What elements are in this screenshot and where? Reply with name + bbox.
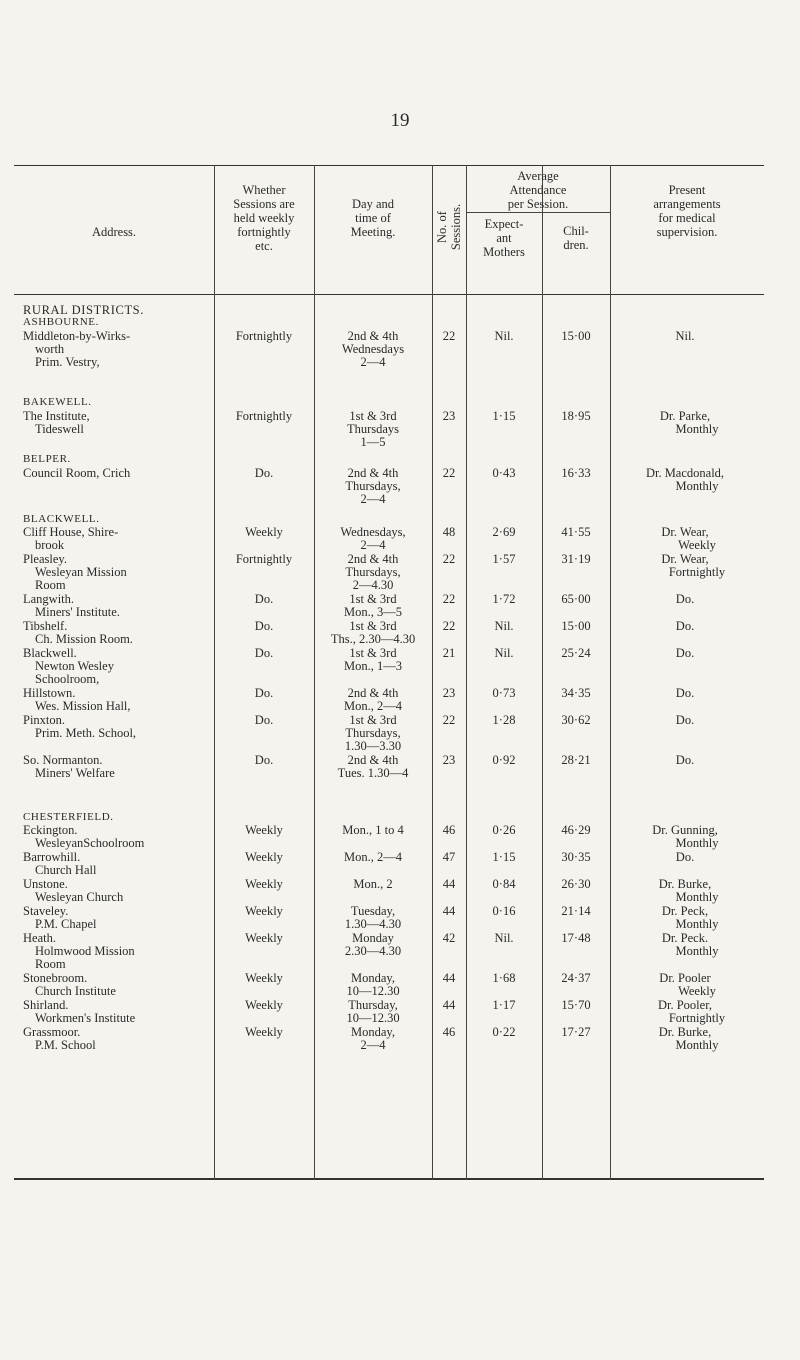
day-line: 2—4 [360,1038,386,1052]
supervision-line: Monthly [675,836,719,850]
children-attendance: 31·19 [561,552,591,566]
address-line: Wes. Mission Hall, [35,699,131,713]
day-line: 1st & 3rd [349,592,397,606]
address-line: Miners' Welfare [35,766,115,780]
address-cell [23,526,223,552]
supervision-line: Monthly [675,422,719,436]
children-attendance: 15·70 [561,998,591,1012]
expectant-mothers-attendance: 0·84 [492,877,516,891]
header-day-time: Day and time of Meeting. [350,197,396,239]
address-cell [23,620,223,646]
sessions-frequency: Fortnightly [235,329,293,343]
section-title: RURAL DISTRICTS. [23,303,144,317]
address-line: Wesleyan Church [35,890,124,904]
sessions-frequency: Fortnightly [235,409,293,423]
supervision-line: Dr. Macdonald, [645,466,725,480]
address-line: Langwith. [23,592,75,606]
meeting-day-time [314,467,432,506]
number-of-sessions: 42 [442,931,456,945]
children-attendance: 26·30 [561,877,591,891]
number-of-sessions: 22 [442,329,456,343]
meeting-day-time [314,553,432,592]
number-of-sessions: 21 [442,646,456,660]
sessions-frequency: Weekly [245,971,283,985]
supervision-line: Dr. Burke, [658,1025,712,1039]
day-line: Thursdays, [345,565,401,579]
supervision-line: Monthly [675,890,719,904]
day-line: Wednesdays, [340,525,406,539]
sessions-frequency: Do. [254,646,274,660]
header-children: Chil- dren. [563,224,589,252]
address-line: worth [35,342,65,356]
number-of-sessions: 44 [442,877,456,891]
address-line: Workmen's Institute [35,1011,136,1025]
address-line: Grassmoor. [23,1025,81,1039]
meeting-day-time [314,410,432,449]
sessions-frequency: Fortnightly [235,552,293,566]
children-attendance: 30·35 [561,850,591,864]
number-of-sessions: 47 [442,850,456,864]
header-address: Address. [91,225,137,239]
address-cell [23,972,223,998]
address-line: Holmwood Mission [35,944,135,958]
expectant-mothers-attendance: 0·92 [492,753,516,767]
address-line: Pleasley. [23,552,67,566]
expectant-mothers-attendance: 2·69 [492,525,516,539]
medical-supervision [610,932,760,958]
number-of-sessions: 44 [442,904,456,918]
medical-supervision [610,754,760,767]
supervision-line: Do. [675,619,695,633]
day-line: Mon., 2—4 [344,850,402,864]
supervision-line: Monthly [675,917,719,931]
address-line: Newton Wesley [35,659,114,673]
address-line: brook [35,538,65,552]
expectant-mothers-attendance: 1·57 [492,552,516,566]
children-attendance: 65·00 [561,592,591,606]
address-cell [23,647,223,686]
day-line: Thursdays, [345,479,401,493]
table-top-rule [14,165,764,166]
supervision-line: Monthly [675,479,719,493]
supervision-line: Do. [675,713,695,727]
address-line: P.M. School [35,1038,96,1052]
meeting-day-time [314,1026,432,1052]
day-line: Mon., 1 to 4 [342,823,404,837]
sessions-frequency: Weekly [245,998,283,1012]
expectant-mothers-attendance: Nil. [494,646,514,660]
sessions-frequency: Do. [254,686,274,700]
header-sessions: Whether Sessions are held weekly fortnightly etc. [233,183,295,253]
supervision-line: Nil. [675,329,695,343]
medical-supervision [610,410,760,436]
supervision-line: Dr. Gunning, [652,823,718,837]
address-cell [23,467,223,480]
address-line: Church Institute [35,984,116,998]
address-cell [23,851,223,877]
medical-supervision [610,687,760,700]
supervision-line: Monthly [675,944,719,958]
address-line: WesleyanSchoolroom [35,836,145,850]
medical-supervision [610,972,760,998]
meeting-day-time [314,932,432,958]
address-line: Staveley. [23,904,69,918]
address-cell [23,932,223,971]
expectant-mothers-attendance: 0·26 [492,823,516,837]
header-expectant-mothers: Expect- ant Mothers [483,217,525,259]
day-line: Thursday, [348,998,398,1012]
address-line: Eckington. [23,823,78,837]
supervision-line: Weekly [678,538,716,552]
medical-supervision [610,553,760,579]
meeting-day-time [314,999,432,1025]
header-present-arrangements: Present arrangements for medical supervision. [653,183,721,239]
children-attendance: 28·21 [561,753,591,767]
expectant-mothers-attendance: 1·17 [492,998,516,1012]
address-line: Miners' Institute. [35,605,120,619]
expectant-mothers-attendance: 1·15 [492,850,516,864]
address-line: Shirland. [23,998,69,1012]
day-line: 10—12.30 [346,1011,400,1025]
clinic-table [14,165,764,1180]
number-of-sessions: 48 [442,525,456,539]
supervision-line: Do. [675,850,695,864]
supervision-line: Dr. Wear, [661,525,709,539]
attendance-sub-rule [466,212,610,213]
day-line: 1—5 [360,435,386,449]
children-attendance: 30·62 [561,713,591,727]
supervision-line: Dr. Pooler [659,971,711,985]
meeting-day-time [314,714,432,753]
supervision-line: Monthly [675,1038,719,1052]
number-of-sessions: 46 [442,823,456,837]
children-attendance: 46·29 [561,823,591,837]
day-line: 2nd & 4th [347,466,399,480]
day-line: 2—4 [360,538,386,552]
day-line: Tuesday, [350,904,396,918]
sessions-frequency: Do. [254,713,274,727]
section-title: BLACKWELL. [23,513,100,525]
supervision-line: Do. [675,753,695,767]
expectant-mothers-attendance: 1·15 [492,409,516,423]
address-cell [23,905,223,931]
day-line: Wednesdays [341,342,405,356]
address-cell [23,999,223,1025]
header-bottom-rule [14,294,764,295]
supervision-line: Do. [675,592,695,606]
address-cell [23,593,223,619]
day-line: Mon., 2—4 [344,699,402,713]
address-line: Council Room, Crich [23,466,131,480]
address-line: So. Normanton. [23,753,103,767]
address-cell [23,754,223,780]
address-cell [23,410,223,436]
day-line: 1st & 3rd [349,713,397,727]
meeting-day-time [314,330,432,369]
address-line: Pinxton. [23,713,66,727]
children-attendance: 17·48 [561,931,591,945]
address-line: Unstone. [23,877,68,891]
sessions-frequency: Weekly [245,525,283,539]
children-attendance: 16·33 [561,466,591,480]
children-attendance: 34·35 [561,686,591,700]
address-line: Schoolroom, [35,672,100,686]
address-cell [23,1026,223,1052]
address-line: Cliff House, Shire- [23,525,119,539]
day-line: 2—4.30 [352,578,394,592]
number-of-sessions: 22 [442,552,456,566]
medical-supervision [610,647,760,660]
sessions-frequency: Weekly [245,877,283,891]
expectant-mothers-attendance: Nil. [494,619,514,633]
day-line: 2nd & 4th [347,552,399,566]
day-line: 1.30—3.30 [344,739,402,753]
number-of-sessions: 44 [442,971,456,985]
day-line: Mon., 2 [353,877,393,891]
day-line: 2nd & 4th [347,329,399,343]
address-cell [23,553,223,592]
day-line: 10—12.30 [346,984,400,998]
expectant-mothers-attendance: 1·72 [492,592,516,606]
day-line: Tues. 1.30—4 [337,766,409,780]
meeting-day-time [314,687,432,713]
address-line: Tideswell [35,422,84,436]
expectant-mothers-attendance: 1·28 [492,713,516,727]
sessions-frequency: Weekly [245,1025,283,1039]
number-of-sessions: 22 [442,466,456,480]
meeting-day-time [314,526,432,552]
medical-supervision [610,905,760,931]
number-of-sessions: 22 [442,619,456,633]
day-line: Monday, [351,1025,395,1039]
day-line: Thursdays [346,422,400,436]
address-line: Room [35,957,66,971]
address-cell [23,714,223,740]
supervision-line: Fortnightly [668,565,726,579]
medical-supervision [610,714,760,727]
number-of-sessions: 46 [442,1025,456,1039]
day-line: Monday, [351,971,395,985]
medical-supervision [610,878,760,904]
day-line: Mon., 3—5 [344,605,402,619]
meeting-day-time [314,620,432,646]
supervision-line: Weekly [678,984,716,998]
meeting-day-time [314,972,432,998]
day-line: Monday [352,931,394,945]
address-line: Barrowhill. [23,850,81,864]
sessions-frequency: Weekly [245,931,283,945]
day-line: Mon., 1—3 [344,659,402,673]
table-bottom-rule [14,1178,764,1180]
day-line: Thursdays, [345,726,401,740]
children-attendance: 25·24 [561,646,591,660]
address-line: Prim. Vestry, [35,355,100,369]
supervision-line: Dr. Parke, [659,409,711,423]
section-subtitle: ASHBOURNE. [23,316,99,328]
day-line: 1.30—4.30 [344,917,402,931]
supervision-line: Dr. Peck, [661,904,709,918]
medical-supervision [610,526,760,552]
medical-supervision [610,330,760,343]
expectant-mothers-attendance: Nil. [494,931,514,945]
meeting-day-time [314,851,432,864]
number-of-sessions: 23 [442,409,456,423]
header-no-sessions: No. of Sessions. [435,203,463,251]
day-line: Ths., 2.30—4.30 [330,632,416,646]
address-line: Room [35,578,66,592]
address-cell [23,330,223,369]
header-average-attendance: Average Attendance per Session. [507,169,569,211]
number-of-sessions: 22 [442,592,456,606]
expectant-mothers-attendance: 1·68 [492,971,516,985]
children-attendance: 15·00 [561,329,591,343]
section-title: BAKEWELL. [23,396,92,408]
day-line: 1st & 3rd [349,619,397,633]
sessions-frequency: Do. [254,592,274,606]
address-line: Wesleyan Mission [35,565,127,579]
expectant-mothers-attendance: Nil. [494,329,514,343]
section-title: BELPER. [23,453,71,465]
supervision-line: Dr. Wear, [661,552,709,566]
sessions-frequency: Weekly [245,823,283,837]
address-cell [23,687,223,713]
sessions-frequency: Weekly [245,850,283,864]
children-attendance: 24·37 [561,971,591,985]
address-line: Stonebroom. [23,971,88,985]
medical-supervision [610,824,760,850]
children-attendance: 21·14 [561,904,591,918]
children-attendance: 17·27 [561,1025,591,1039]
address-line: Church Hall [35,863,97,877]
expectant-mothers-attendance: 0·43 [492,466,516,480]
address-line: Blackwell. [23,646,77,660]
supervision-line: Dr. Pooler, [657,998,712,1012]
medical-supervision [610,1026,760,1052]
number-of-sessions: 22 [442,713,456,727]
supervision-line: Do. [675,686,695,700]
medical-supervision [610,467,760,493]
number-of-sessions: 44 [442,998,456,1012]
day-line: 1st & 3rd [349,646,397,660]
meeting-day-time [314,593,432,619]
supervision-line: Dr. Peck. [661,931,709,945]
address-line: The Institute, [23,409,90,423]
address-cell [23,878,223,904]
supervision-line: Do. [675,646,695,660]
supervision-line: Dr. Burke, [658,877,712,891]
number-of-sessions: 23 [442,686,456,700]
address-line: Prim. Meth. School, [35,726,137,740]
medical-supervision [610,851,760,864]
address-line: Heath. [23,931,56,945]
day-line: 2nd & 4th [347,686,399,700]
meeting-day-time [314,905,432,931]
sessions-frequency: Weekly [245,904,283,918]
address-line: Hillstown. [23,686,76,700]
medical-supervision [610,593,760,606]
meeting-day-time [314,647,432,673]
medical-supervision [610,999,760,1025]
sessions-frequency: Do. [254,753,274,767]
medical-supervision [610,620,760,633]
expectant-mothers-attendance: 0·16 [492,904,516,918]
expectant-mothers-attendance: 0·73 [492,686,516,700]
address-line: P.M. Chapel [35,917,97,931]
address-line: Ch. Mission Room. [35,632,133,646]
sessions-frequency: Do. [254,466,274,480]
sessions-frequency: Do. [254,619,274,633]
number-of-sessions: 23 [442,753,456,767]
day-line: 2.30—4.30 [344,944,402,958]
supervision-line: Fortnightly [668,1011,726,1025]
meeting-day-time [314,878,432,891]
meeting-day-time [314,824,432,837]
children-attendance: 41·55 [561,525,591,539]
day-line: 1st & 3rd [349,409,397,423]
day-line: 2—4 [360,492,386,506]
section-title: CHESTERFIELD. [23,811,114,823]
page-number: 19 [390,110,410,131]
meeting-day-time [314,754,432,780]
children-attendance: 18·95 [561,409,591,423]
address-line: Tibshelf. [23,619,68,633]
expectant-mothers-attendance: 0·22 [492,1025,516,1039]
day-line: 2nd & 4th [347,753,399,767]
address-line: Middleton-by-Wirks- [23,329,131,343]
children-attendance: 15·00 [561,619,591,633]
address-cell [23,824,223,850]
day-line: 2—4 [360,355,386,369]
